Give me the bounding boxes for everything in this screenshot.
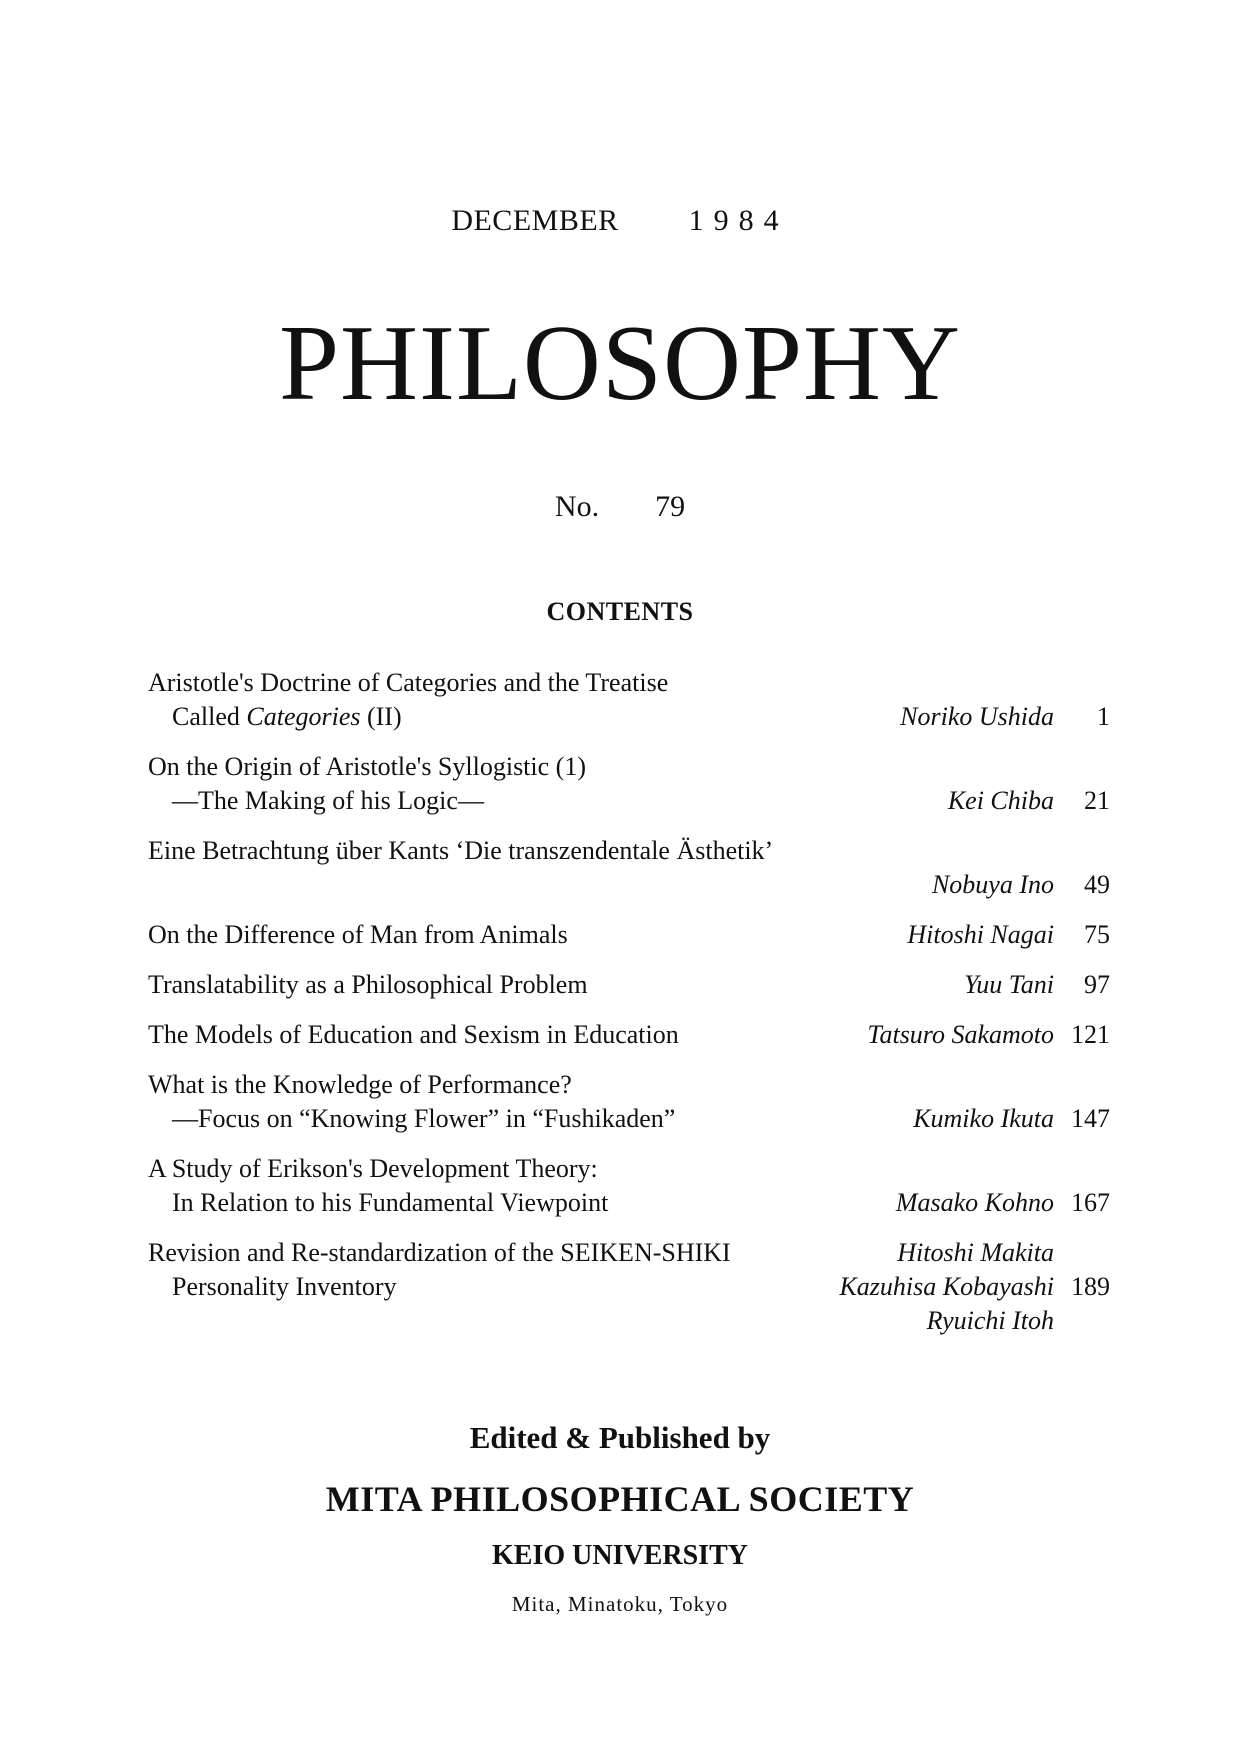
toc-author: Nobuya Ino: [931, 870, 1054, 899]
toc-entry[interactable]: [148, 750, 1110, 818]
toc-title-continued: Called Categories (II): [172, 702, 402, 731]
toc-author: Masako Kohno: [895, 1188, 1054, 1217]
toc-title: What is the Knowledge of Performance?: [148, 1070, 572, 1099]
contents-heading: CONTENTS: [546, 597, 694, 626]
toc-subtitle: In Relation to his Fundamental Viewpoint: [172, 1188, 609, 1217]
toc-author: Noriko Ushida: [900, 702, 1054, 731]
toc-title: On the Origin of Aristotle's Syllogistic (1): [148, 752, 586, 781]
publisher-society: MITA PHILOSOPHICAL SOCIETY: [325, 1479, 915, 1519]
issue-year: 1984: [688, 204, 789, 237]
issue-number-value: 79: [655, 490, 686, 523]
toc-author: Kumiko Ikuta: [913, 1104, 1054, 1133]
toc-entry[interactable]: [148, 918, 1110, 952]
toc-title: Eine Betrachtung über Kants ‘Die transzendentale Ästhetik’: [148, 836, 774, 865]
published-by: Edited & Published by: [469, 1420, 771, 1455]
toc-author: Yuu Tani: [964, 970, 1054, 999]
toc-page: 1: [1097, 702, 1110, 731]
toc-author: Hitoshi Nagai: [907, 920, 1054, 949]
issue-number-label: No.: [554, 490, 600, 523]
toc-author: Kei Chiba: [947, 786, 1054, 815]
toc-entry[interactable]: [148, 1236, 1110, 1338]
issue-number: [0, 490, 1240, 524]
toc-subtitle: —The Making of his Logic—: [172, 786, 484, 815]
journal-title: PHILOSOPHY: [278, 304, 962, 423]
toc-author: Ryuichi Itoh: [926, 1306, 1054, 1335]
toc-title: The Models of Education and Sexism in Education: [148, 1020, 679, 1049]
toc-author: Tatsuro Sakamoto: [867, 1020, 1054, 1049]
publisher-university: KEIO UNIVERSITY: [492, 1540, 748, 1571]
table-of-contents: [148, 666, 1110, 1354]
toc-page: 189: [1071, 1272, 1110, 1301]
toc-entry[interactable]: [148, 834, 1110, 902]
toc-page: 167: [1071, 1188, 1110, 1217]
toc-subtitle: —Focus on “Knowing Flower” in “Fushikaden”: [172, 1104, 676, 1133]
toc-author: Kazuhisa Kobayashi: [839, 1272, 1054, 1301]
toc-page: 147: [1071, 1104, 1110, 1133]
toc-title: Revision and Re-standardization of the SEIKEN-SHIKI: [148, 1238, 731, 1267]
issue-month: DECEMBER: [451, 204, 619, 237]
publisher-address: Mita, Minatoku, Tokyo: [511, 1592, 729, 1616]
issue-date: [0, 204, 1240, 238]
toc-entry[interactable]: [148, 666, 1110, 734]
toc-title: On the Difference of Man from Animals: [148, 920, 568, 949]
toc-entry[interactable]: [148, 1152, 1110, 1220]
toc-title: A Study of Erikson's Development Theory:: [148, 1154, 598, 1183]
toc-title-continued: Personality Inventory: [172, 1272, 397, 1301]
toc-page: 121: [1071, 1020, 1110, 1049]
toc-entry[interactable]: [148, 1068, 1110, 1136]
toc-page: 21: [1084, 786, 1110, 815]
toc-title: Translatability as a Philosophical Problem: [148, 970, 588, 999]
toc-author: Hitoshi Makita: [897, 1238, 1054, 1267]
toc-title-italic: Categories: [246, 702, 361, 731]
toc-page: 75: [1084, 920, 1110, 949]
toc-entry[interactable]: [148, 1018, 1110, 1052]
toc-page: 97: [1084, 970, 1110, 999]
toc-entry[interactable]: [148, 968, 1110, 1002]
toc-title: Aristotle's Doctrine of Categories and the Treatise: [148, 668, 669, 697]
toc-page: 49: [1084, 870, 1110, 899]
